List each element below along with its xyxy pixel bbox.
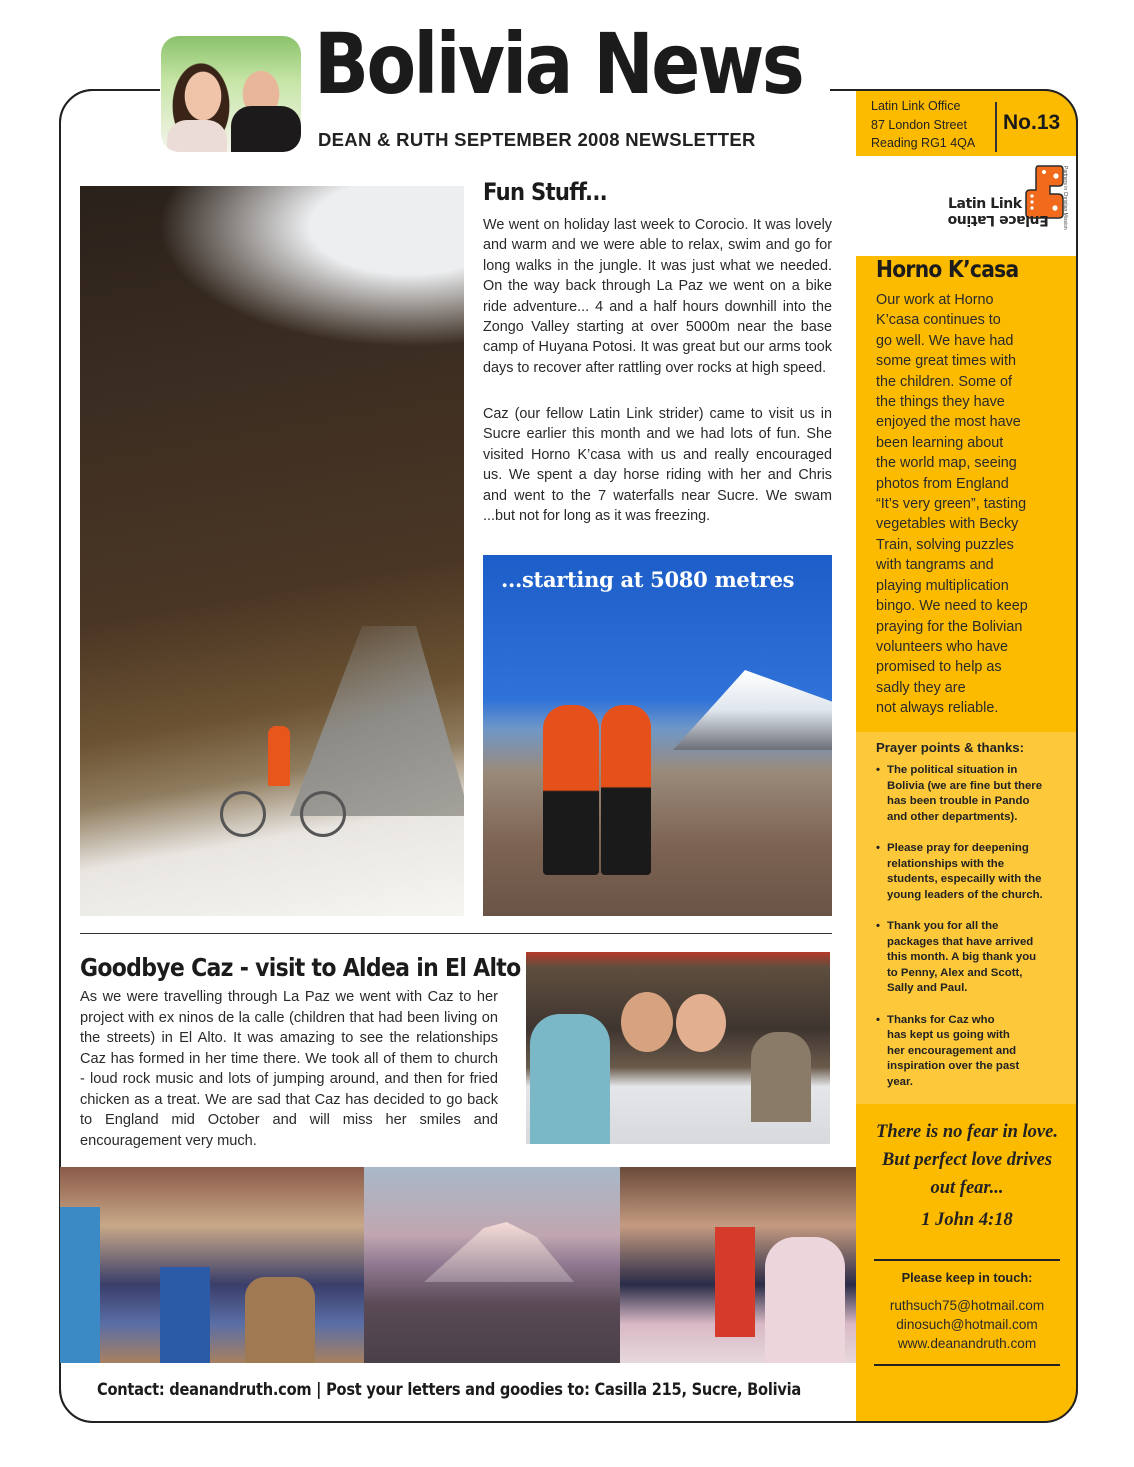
- text-line: K’casa continues to: [876, 312, 1001, 329]
- logo-name-inverted: Enlace Latino: [948, 212, 1049, 228]
- text-line: • Thanks for Caz who: [887, 1013, 995, 1026]
- text-line: go well. We have had: [876, 332, 1014, 349]
- text-line: volunteers who have: [876, 638, 1008, 655]
- text-line: playing multiplication: [876, 577, 1009, 594]
- photo-scree: [290, 626, 464, 816]
- goodbye-caz-heading: Goodbye Caz - visit to Aldea in El Alto: [80, 953, 521, 982]
- photo-snow-peak: [673, 670, 832, 750]
- text-line: enjoyed the most have: [876, 414, 1021, 431]
- text-line: bingo. We need to keep: [876, 598, 1028, 615]
- text-line: year.: [887, 1075, 913, 1088]
- photo-child: [160, 1267, 210, 1363]
- photo-rider: [268, 726, 290, 786]
- fun-stuff-heading: Fun Stuff...: [483, 178, 607, 206]
- office-line: Latin Link Office: [871, 99, 961, 113]
- text-line: • The political situation in: [887, 764, 1018, 776]
- photo-ruth: [765, 1237, 845, 1363]
- text-line: not always reliable.: [876, 700, 999, 717]
- photo-person-ruth: [601, 705, 651, 875]
- text-line: and other departments).: [887, 810, 1018, 823]
- text-line: Train, solving puzzles: [876, 536, 1014, 553]
- text-line: promised to help as: [876, 659, 1002, 676]
- fun-stuff-paragraph: We went on holiday last week to Corocio. It was lovely and warm and we were able to relax, swim and go for long walks in the jungle. It was just what we needed. On the way back through La Paz we went on a bike ride adventure... 4 and a half hours downhill into the Zongo Valley starting at over 5000m near the base camp of Huyana Potosi. It was great but our arms took days to recover after rattling over rocks at high speed.: [483, 217, 832, 376]
- text-line: been learning about: [876, 434, 1004, 451]
- contact-email[interactable]: ruthsuch75@hotmail.com: [889, 1298, 1045, 1313]
- verse-line: out fear...: [930, 1178, 1004, 1198]
- text-line: photos from England: [876, 475, 1009, 492]
- photo-mountain-peak: [424, 1222, 574, 1282]
- latin-link-logo: [940, 160, 1060, 240]
- masthead-photo: [161, 36, 301, 152]
- text-line: sadly they are: [876, 679, 966, 696]
- text-line: with tangrams and: [876, 557, 994, 574]
- photo-bike-wheel: [300, 791, 346, 837]
- prayer-item: [876, 841, 1072, 903]
- text-line: Bolivia (we are fine but there: [887, 779, 1043, 792]
- prayer-list: [876, 763, 1072, 1106]
- photo-person-dean: [543, 705, 599, 875]
- prayer-item: [876, 919, 1072, 997]
- photo-zongo-valley-cyclist: [80, 186, 464, 916]
- text-line: • Please pray for deepening: [887, 841, 1029, 854]
- photo-child: [751, 1032, 811, 1122]
- photo-caz: [621, 992, 673, 1052]
- bible-verse: [860, 1118, 1074, 1202]
- photo-child: [530, 1014, 610, 1144]
- masthead-subtitle: DEAN & RUTH SEPTEMBER 2008 NEWSLETTER: [318, 129, 756, 150]
- prayer-heading: Prayer points & thanks:: [876, 740, 1025, 755]
- office-address: [871, 97, 975, 153]
- keep-in-touch-heading: Please keep in touch:: [901, 1270, 1033, 1285]
- photo-group-kids: [60, 1167, 364, 1363]
- horno-kcasa-paragraph: [876, 290, 1071, 719]
- photo-illimani-sunset: [364, 1167, 620, 1363]
- contact-list: [860, 1296, 1074, 1353]
- text-line: students, especailly with the: [887, 873, 1042, 886]
- photo-summit-5080m: [483, 555, 832, 916]
- text-line: has been trouble in Pando: [887, 795, 1030, 808]
- text-line: her encouragement and: [887, 1044, 1017, 1057]
- issue-number: No.13: [1003, 111, 1061, 134]
- contact-website[interactable]: www.deanandruth.com: [897, 1336, 1037, 1351]
- text-line: some great times with: [876, 353, 1016, 370]
- prayer-item: [876, 763, 1072, 825]
- text-line: packages that have arrived: [887, 935, 1034, 948]
- photo-caz: [715, 1227, 755, 1337]
- photo-group-farewell: [620, 1167, 856, 1363]
- contact-email[interactable]: dinosuch@hotmail.com: [896, 1317, 1038, 1332]
- fun-stuff-paragraph: Caz (our fellow Latin Link strider) came to visit us in Sucre earlier this month and we had lots of fun. She visited Horno K’casa with us and really encouraged us. We spent a day horse riding with her and Chris and went to the 7 waterfalls near Sucre. We swam ...but not for long as it was freezing.: [483, 406, 832, 525]
- text-line: the things they have: [876, 394, 1005, 411]
- logo-name: Latin Link: [948, 196, 1022, 212]
- text-line: the world map, seeing: [876, 455, 1017, 472]
- text-line: “It’s very green”, tasting: [876, 496, 1027, 513]
- text-line: this month. A big thank you: [887, 951, 1037, 964]
- issue-divider: [995, 102, 997, 152]
- photo-figure-dean: [231, 106, 301, 152]
- photo-child: [60, 1207, 100, 1363]
- photo-fried-chicken-treat: [526, 952, 830, 1144]
- text-line: young leaders of the church.: [887, 888, 1043, 901]
- prayer-item: [876, 1013, 1072, 1091]
- section-divider: [80, 933, 832, 934]
- text-line: inspiration over the past: [887, 1060, 1020, 1073]
- divider-rule: [874, 1259, 1060, 1261]
- text-line: vegetables with Becky: [876, 516, 1019, 533]
- logo-tagline: Partners in Christian Mission: [1062, 166, 1068, 230]
- goodbye-caz-paragraph: As we were travelling through La Paz we went with Caz to her project with ex ninos de la calle (children that had been living on the streets) in El Alto. It was amazing to see the relationships Caz has formed in her time there. We took all of them to church - loud rock music and lots of jumping around, and then for fried chicken as a treat. We are sad that Caz has decided to go back to England mid October and will miss her smiles and encouragement very much.: [80, 989, 498, 1149]
- text-line: relationships with the: [887, 857, 1005, 870]
- office-line: Reading RG1 4QA: [871, 136, 976, 150]
- photo-ruth: [676, 994, 726, 1052]
- text-line: Sally and Paul.: [887, 982, 968, 995]
- verse-line: But perfect love drives: [881, 1150, 1053, 1170]
- office-line: 87 London Street: [871, 117, 967, 132]
- masthead-title: Bolivia News: [314, 15, 803, 113]
- verse-line: There is no fear in love.: [876, 1122, 1058, 1142]
- text-line: to Penny, Alex and Scott,: [887, 966, 1023, 979]
- text-line: praying for the Bolivian: [876, 618, 1023, 635]
- divider-rule: [874, 1364, 1060, 1366]
- text-line: has kept us going with: [887, 1029, 1010, 1042]
- verse-reference: 1 John 4:18: [921, 1210, 1013, 1230]
- photo-caption: ...starting at 5080 metres: [501, 567, 795, 592]
- photo-child: [245, 1277, 315, 1363]
- photo-figure-ruth: [167, 120, 227, 152]
- footer-contact: Contact: deanandruth.com | Post your letters and goodies to: Casilla 215, Sucre, Bolivia: [97, 1380, 801, 1400]
- horno-kcasa-heading: Horno K’casa: [876, 257, 1019, 283]
- photo-bike-wheel: [220, 791, 266, 837]
- text-line: • Thank you for all the: [887, 919, 999, 932]
- text-line: Our work at Horno: [876, 292, 994, 308]
- text-line: the children. Some of: [876, 373, 1012, 390]
